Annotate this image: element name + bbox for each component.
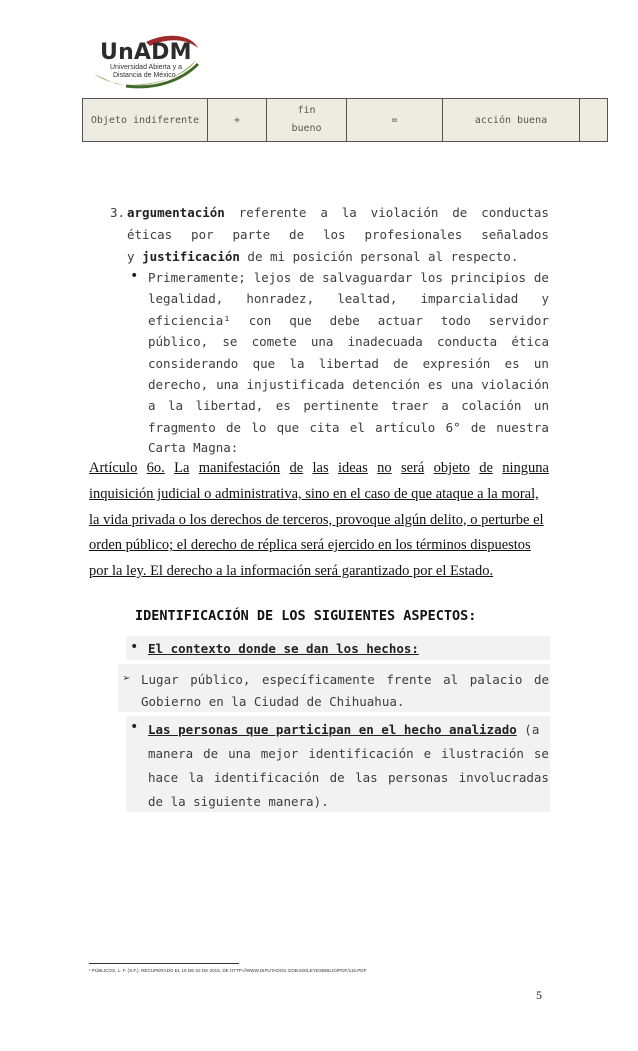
word: 6o. xyxy=(146,460,165,476)
word: identificación xyxy=(213,770,320,785)
word: se xyxy=(533,746,549,761)
word: los xyxy=(420,270,443,285)
word: que xyxy=(276,419,300,435)
word: de xyxy=(479,460,493,476)
unadm-logo xyxy=(86,30,206,92)
word: referente xyxy=(238,205,307,220)
word: de xyxy=(533,672,549,687)
word: una xyxy=(228,746,251,761)
word: de xyxy=(299,270,315,285)
word: servidor xyxy=(488,312,549,328)
paragraph-line xyxy=(148,291,549,306)
word: las xyxy=(312,460,329,476)
word: un xyxy=(533,355,549,371)
word: de xyxy=(393,355,409,371)
arrow-bullet-icon: ➢ xyxy=(123,671,131,685)
word: inquisición judicial o administrativa, sino en el caso de que ataque a la moral, xyxy=(89,485,539,502)
word: frente xyxy=(386,672,432,687)
word: personas xyxy=(388,770,449,785)
word: libertad, xyxy=(195,398,264,414)
word: y xyxy=(541,291,549,307)
word: se xyxy=(222,334,238,350)
word: ética xyxy=(511,334,549,350)
table-cell: acción buena xyxy=(443,99,580,141)
word: parte xyxy=(232,227,271,242)
word: de xyxy=(203,746,219,761)
word: de xyxy=(533,270,549,285)
paragraph-line xyxy=(148,398,549,413)
word: lo xyxy=(251,419,267,435)
word: principios xyxy=(450,270,526,285)
word: a xyxy=(441,398,449,414)
article-line xyxy=(89,460,549,477)
list-item: El contexto donde se dan los hechos: xyxy=(148,641,419,656)
word: la vida privada o los derechos de terceros, provoque algún delito, o perturbe el xyxy=(89,511,544,528)
paragraph-line xyxy=(148,313,549,328)
footnote-separator xyxy=(89,963,239,964)
logo-subtitle-2: Distancia de México xyxy=(113,72,176,79)
word: una xyxy=(216,377,239,392)
word: de xyxy=(329,770,345,785)
word: Lugar xyxy=(141,672,179,687)
text-run: y xyxy=(127,249,143,264)
paragraph-line xyxy=(127,227,549,242)
article-line xyxy=(89,486,539,503)
word: cita xyxy=(309,419,340,435)
paragraph-line: Gobierno en la Ciudad de Chihuahua. xyxy=(141,694,405,709)
word: derecho, xyxy=(148,377,209,392)
word: todo xyxy=(440,312,471,328)
word: legalidad, xyxy=(148,291,224,307)
word: un xyxy=(533,398,549,414)
word: los xyxy=(323,227,346,242)
word: honradez, xyxy=(246,291,315,307)
word: fragmento xyxy=(148,419,216,435)
word: de xyxy=(289,460,304,476)
paragraph-line xyxy=(127,249,518,264)
paragraph-line: de la siguiente manera). xyxy=(148,794,329,809)
word: de xyxy=(470,419,486,435)
table-cell xyxy=(580,99,607,141)
section-title: IDENTIFICACIÓN DE LOS SIGUIENTES ASPECTOS: xyxy=(135,608,477,624)
word: que xyxy=(252,355,276,371)
word: la xyxy=(168,398,184,414)
word: de xyxy=(225,419,242,435)
logo-wordmark: UnADM xyxy=(100,40,192,65)
word: éticas xyxy=(127,227,173,242)
word: la xyxy=(341,205,357,220)
word: a xyxy=(320,205,328,220)
paragraph-line xyxy=(148,722,539,737)
word: el xyxy=(349,419,365,435)
page-number: 5 xyxy=(536,988,542,1002)
word: una xyxy=(310,334,334,350)
word: expresión xyxy=(422,355,491,371)
word: actuar xyxy=(377,312,423,328)
word: comete xyxy=(251,334,297,350)
word: pertinente xyxy=(303,398,379,414)
header-table xyxy=(82,98,608,142)
word: es xyxy=(427,377,443,392)
word: nuestra xyxy=(496,419,549,435)
table-cell: Objeto indiferente xyxy=(83,99,208,141)
word: ideas xyxy=(337,460,368,476)
word: imparcialidad xyxy=(420,291,519,307)
word: hace xyxy=(148,770,179,785)
paragraph-line xyxy=(148,356,549,371)
word: no xyxy=(377,460,392,476)
word: lealtad, xyxy=(337,291,398,307)
word: es xyxy=(504,355,520,371)
paragraph-line xyxy=(148,746,549,761)
word: considerando xyxy=(148,355,239,371)
word: una xyxy=(450,377,474,392)
bold-term: Las personas que participan en el hecho analizado xyxy=(148,722,517,737)
word: violación xyxy=(370,205,439,220)
word: la xyxy=(188,770,204,785)
word: salvaguardar xyxy=(322,270,413,285)
word: colación xyxy=(461,398,522,414)
article-line xyxy=(89,537,531,554)
word: la xyxy=(289,355,305,371)
word: público, xyxy=(190,672,251,687)
bullet-icon: • xyxy=(130,268,139,284)
word: por xyxy=(191,227,214,242)
word: manifestación xyxy=(198,460,281,476)
paragraph-line xyxy=(148,377,549,392)
text-run: de mi posición personal al respecto. xyxy=(239,249,519,264)
word: señalados xyxy=(481,227,549,242)
word: Artículo xyxy=(89,460,138,476)
table-cell: = xyxy=(347,99,443,141)
word: las xyxy=(355,770,378,785)
word: identificación xyxy=(308,746,414,761)
paragraph-line: Carta Magna: xyxy=(148,440,239,455)
word: traer xyxy=(391,398,429,414)
bullet-icon: • xyxy=(130,719,139,735)
word: artículo xyxy=(375,419,436,435)
word: involucradas xyxy=(458,770,549,785)
word: orden público; el derecho de réplica será ejercido en los términos dispuestos xyxy=(89,537,531,554)
word: argumentación xyxy=(127,205,225,220)
word: profesionales xyxy=(364,227,463,242)
table-cell xyxy=(267,99,347,141)
word: objeto xyxy=(433,460,470,476)
paragraph-line xyxy=(148,334,549,349)
table-cell: + xyxy=(208,99,267,141)
word: será xyxy=(400,460,425,476)
paragraph-line xyxy=(141,672,549,687)
word: libertad xyxy=(318,355,379,371)
word: eficiencia¹ xyxy=(148,312,231,328)
paragraph-line xyxy=(127,205,549,220)
word: con xyxy=(248,312,272,328)
cell-text: bueno xyxy=(291,123,322,134)
article-line xyxy=(89,512,544,529)
word: e xyxy=(423,746,432,761)
article-line: por la ley. El derecho a la información será garantizado por el Estado. xyxy=(89,563,494,579)
word: ilustración xyxy=(441,746,524,761)
text-run: (a xyxy=(516,722,540,737)
word: conducta xyxy=(436,334,498,350)
word: mejor xyxy=(260,746,299,761)
word: Primeramente; xyxy=(148,270,246,285)
word: violación xyxy=(481,377,549,392)
word: al xyxy=(443,672,459,687)
word: manera xyxy=(148,746,194,761)
word: a xyxy=(148,398,156,414)
word: lejos xyxy=(253,270,292,285)
word: injustificada xyxy=(246,377,345,392)
paragraph-line xyxy=(148,770,549,785)
word: detención xyxy=(352,377,420,392)
word: es xyxy=(275,398,291,414)
word: de xyxy=(452,205,468,220)
word: de xyxy=(289,227,305,242)
word: debe xyxy=(329,312,360,328)
bold-term: justificación xyxy=(142,249,240,264)
word: ninguna xyxy=(502,460,549,476)
cell-text: fin xyxy=(297,105,316,116)
word: La xyxy=(174,460,190,476)
list-number: 3. xyxy=(110,205,126,220)
paragraph-line xyxy=(148,270,549,285)
word: conductas xyxy=(481,205,549,220)
word: inadecuada xyxy=(347,334,423,350)
logo-subtitle-1: Universidad Abierta y a xyxy=(110,64,182,71)
word: público, xyxy=(148,334,209,350)
footnote: ¹ PÚBLICOS, L. F. (S.F.). RECUPERADO EL 16 DE 02 DE 2015, DE HTTP://WWW.DIPUTADOS.GOB.MX/LEYESBIBLIO/PDF/115.PDF xyxy=(89,968,367,973)
word: específicamente xyxy=(261,672,375,687)
paragraph-line xyxy=(148,420,549,435)
word: 6° xyxy=(445,419,461,435)
word: palacio xyxy=(469,672,523,687)
bullet-icon: • xyxy=(130,639,139,655)
word: que xyxy=(289,312,312,328)
